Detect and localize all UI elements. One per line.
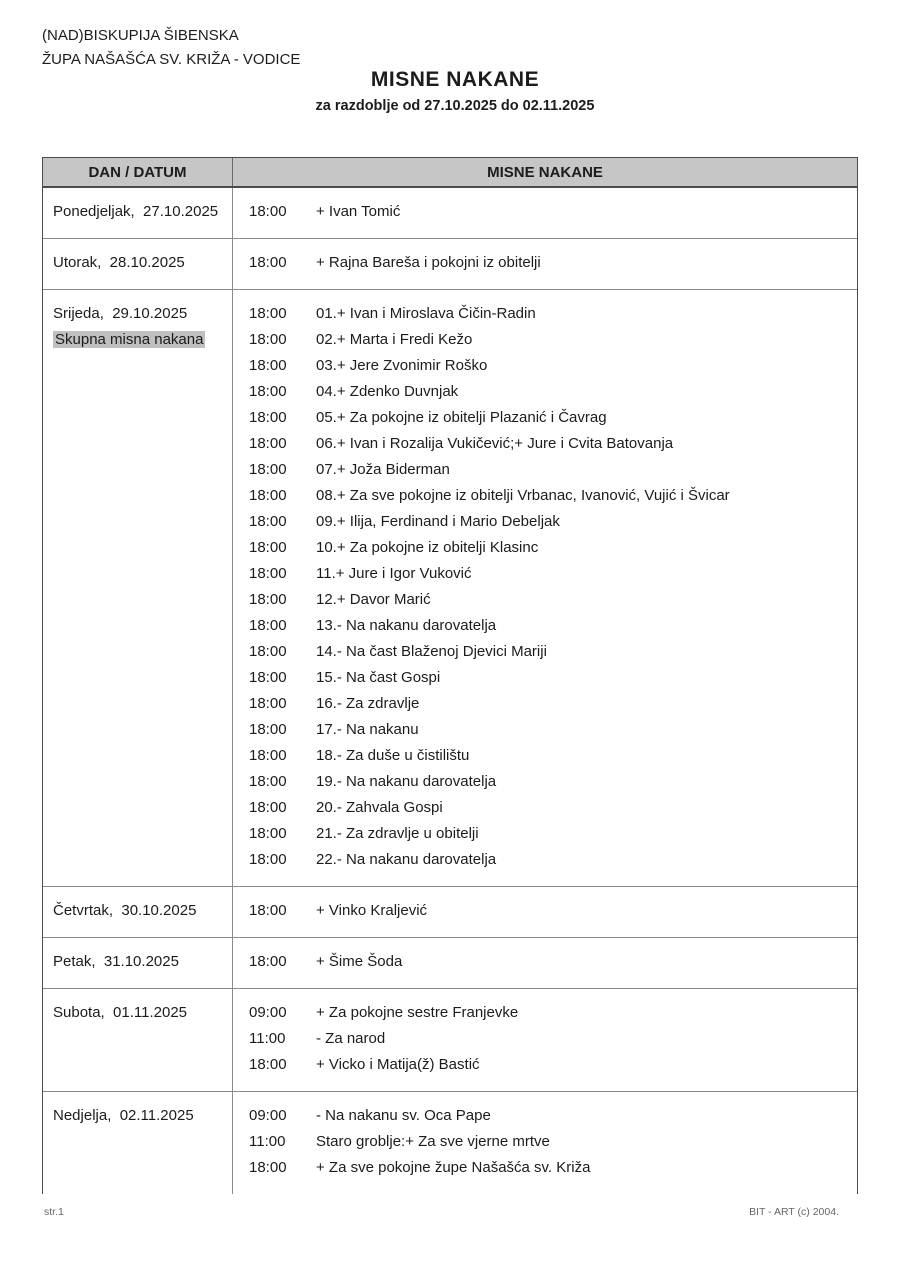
intention-entry — [233, 379, 857, 405]
entry-time: 18:00 — [249, 617, 287, 634]
entry-text: 14.- Na čast Blaženoj Djevici Mariji — [316, 643, 547, 660]
intention-entry — [233, 949, 857, 975]
entry-text: 15.- Na čast Gospi — [316, 669, 441, 686]
day-date-label: Utorak, 28.10.2025 — [53, 254, 185, 271]
entry-time: 18:00 — [249, 357, 287, 374]
intention-entry — [233, 250, 857, 276]
day-cell — [43, 188, 233, 238]
entry-time: 18:00 — [249, 591, 287, 608]
entry-text: 02.+ Marta i Fredi Kežo — [316, 331, 473, 348]
intentions-cell — [233, 989, 857, 1091]
day-note — [53, 327, 226, 353]
entry-text: 03.+ Jere Zvonimir Roško — [316, 357, 488, 374]
entry-time: 18:00 — [249, 487, 287, 504]
day-cell — [43, 938, 233, 988]
table-row — [43, 938, 857, 989]
entry-text: 05.+ Za pokojne iz obitelji Plazanić i Čavrag — [316, 409, 607, 426]
entry-text: + Za pokojne sestre Franjevke — [316, 1004, 519, 1021]
day-date-label: Nedjelja, 02.11.2025 — [53, 1107, 194, 1124]
entry-text: 06.+ Ivan i Rozalija Vukičević;+ Jure i Cvita Batovanja — [316, 435, 674, 452]
entry-text: 01.+ Ivan i Miroslava Čičin-Radin — [316, 305, 536, 322]
table-body — [43, 188, 857, 1194]
intention-entry — [233, 795, 857, 821]
table-row — [43, 290, 857, 887]
table-row — [43, 239, 857, 290]
entry-time: 18:00 — [249, 669, 287, 686]
entry-time: 18:00 — [249, 953, 287, 970]
entry-text: 17.- Na nakanu — [316, 721, 419, 738]
intention-entry — [233, 405, 857, 431]
entry-time: 18:00 — [249, 643, 287, 660]
column-header-day: DAN / DATUM — [43, 158, 233, 186]
intention-entry — [233, 769, 857, 795]
intention-entry — [233, 327, 857, 353]
entry-time: 18:00 — [249, 695, 287, 712]
intention-entry — [233, 847, 857, 873]
entry-text: 22.- Na nakanu darovatelja — [316, 851, 497, 868]
entry-time: 18:00 — [249, 383, 287, 400]
organization-header — [42, 24, 300, 72]
entry-text: + Vicko i Matija(ž) Bastić — [316, 1056, 480, 1073]
entry-text: 07.+ Joža Biderman — [316, 461, 450, 478]
page-number: str.1 — [44, 1206, 64, 1218]
entry-time: 18:00 — [249, 721, 287, 738]
entry-time: 18:00 — [249, 1159, 287, 1176]
intention-entry — [233, 1026, 857, 1052]
entry-text: 19.- Na nakanu darovatelja — [316, 773, 497, 790]
page-subtitle: za razdoblje od 27.10.2025 do 02.11.2025 — [315, 98, 595, 114]
intention-entry — [233, 898, 857, 924]
entry-time: 18:00 — [249, 513, 287, 530]
intentions-cell — [233, 1092, 857, 1194]
entry-time: 18:00 — [249, 825, 287, 842]
intention-entry — [233, 691, 857, 717]
entry-text: 08.+ Za sve pokojne iz obitelji Vrbanac, Ivanović, Vujić i Švicar — [316, 487, 730, 504]
intention-entry — [233, 483, 857, 509]
group-intention-highlight: Skupna misna nakana — [55, 331, 204, 348]
entry-time: 18:00 — [249, 799, 287, 816]
entry-time: 18:00 — [249, 331, 287, 348]
day-cell — [43, 1092, 233, 1194]
intention-entry — [233, 199, 857, 225]
intention-entry — [233, 353, 857, 379]
intentions-cell — [233, 239, 857, 289]
intention-entry — [233, 821, 857, 847]
entry-time: 18:00 — [249, 773, 287, 790]
entry-text: 21.- Za zdravlje u obitelji — [316, 825, 479, 842]
entry-time: 18:00 — [249, 254, 287, 271]
table-row — [43, 887, 857, 938]
intentions-cell — [233, 290, 857, 886]
entry-text: 09.+ Ilija, Ferdinand i Mario Debeljak — [316, 513, 560, 530]
entry-time: 18:00 — [249, 851, 287, 868]
entry-time: 18:00 — [249, 305, 287, 322]
entry-time: 11:00 — [249, 1030, 286, 1047]
table-row — [43, 188, 857, 239]
day-cell — [43, 239, 233, 289]
table-row — [43, 1092, 857, 1194]
day-cell — [43, 989, 233, 1091]
entry-time: 09:00 — [249, 1107, 287, 1124]
entry-time: 18:00 — [249, 747, 287, 764]
entry-time: 11:00 — [249, 1133, 286, 1150]
entry-text: 16.- Za zdravlje — [316, 695, 420, 712]
page-footer — [44, 1206, 839, 1218]
entry-time: 18:00 — [249, 461, 287, 478]
intention-entry — [233, 509, 857, 535]
entry-time: 18:00 — [249, 539, 287, 556]
entry-text: 10.+ Za pokojne iz obitelji Klasinc — [316, 539, 539, 556]
intention-entry — [233, 1052, 857, 1078]
entry-text: 11.+ Jure i Igor Vuković — [316, 565, 472, 582]
entry-time: 18:00 — [249, 565, 287, 582]
intention-entry — [233, 1155, 857, 1181]
intention-entry — [233, 1000, 857, 1026]
intention-entry — [233, 613, 857, 639]
day-date-label: Četvrtak, 30.10.2025 — [53, 902, 197, 919]
intention-entry — [233, 561, 857, 587]
intention-entry — [233, 1103, 857, 1129]
entry-text: Staro groblje:+ Za sve vjerne mrtve — [316, 1133, 550, 1150]
intentions-cell — [233, 887, 857, 937]
page-title: MISNE NAKANE — [370, 68, 540, 91]
entry-text: 04.+ Zdenko Duvnjak — [316, 383, 459, 400]
entry-text: 18.- Za duše u čistilištu — [316, 747, 470, 764]
column-header-intentions: MISNE NAKANE — [487, 163, 603, 181]
intention-entry — [233, 639, 857, 665]
entry-time: 18:00 — [249, 435, 287, 452]
table-row — [43, 989, 857, 1092]
day-date-label: Ponedjeljak, 27.10.2025 — [53, 203, 219, 220]
intention-entry — [233, 457, 857, 483]
day-cell — [43, 290, 233, 886]
table-header-row — [43, 158, 857, 188]
entry-text: 12.+ Davor Marić — [316, 591, 431, 608]
entry-time: 18:00 — [249, 203, 287, 220]
entry-time: 18:00 — [249, 409, 287, 426]
entry-text: - Na nakanu sv. Oca Pape — [316, 1107, 491, 1124]
entry-text: + Ivan Tomić — [316, 203, 401, 220]
entry-text: + Šime Šoda — [316, 953, 403, 970]
intention-entry — [233, 665, 857, 691]
entry-time: 18:00 — [249, 1056, 287, 1073]
intention-entry — [233, 1129, 857, 1155]
entry-text: + Vinko Kraljević — [316, 902, 428, 919]
day-cell — [43, 887, 233, 937]
intentions-cell — [233, 938, 857, 988]
diocese-line: (NAD)BISKUPIJA ŠIBENSKA — [42, 27, 239, 44]
entry-text: 20.- Zahvala Gospi — [316, 799, 443, 816]
intentions-cell — [233, 188, 857, 238]
entry-time: 18:00 — [249, 902, 287, 919]
intention-entry — [233, 717, 857, 743]
entry-time: 09:00 — [249, 1004, 287, 1021]
entry-text: + Za sve pokojne župe Našašća sv. Križa — [316, 1159, 591, 1176]
intention-entry — [233, 743, 857, 769]
intention-entry — [233, 301, 857, 327]
day-date-label: Srijeda, 29.10.2025 — [53, 305, 188, 322]
mass-intentions-table — [42, 157, 858, 1194]
software-credit: BIT - ART (c) 2004. — [749, 1206, 839, 1218]
entry-text: - Za narod — [316, 1030, 386, 1047]
day-date-label: Subota, 01.11.2025 — [53, 1004, 188, 1021]
day-date-label: Petak, 31.10.2025 — [53, 953, 179, 970]
entry-text: 13.- Na nakanu darovatelja — [316, 617, 497, 634]
intention-entry — [233, 587, 857, 613]
intention-entry — [233, 431, 857, 457]
parish-line: ŽUPA NAŠAŠĆA SV. KRIŽA - VODICE — [42, 51, 301, 68]
entry-text: + Rajna Bareša i pokojni iz obitelji — [316, 254, 541, 271]
intention-entry — [233, 535, 857, 561]
